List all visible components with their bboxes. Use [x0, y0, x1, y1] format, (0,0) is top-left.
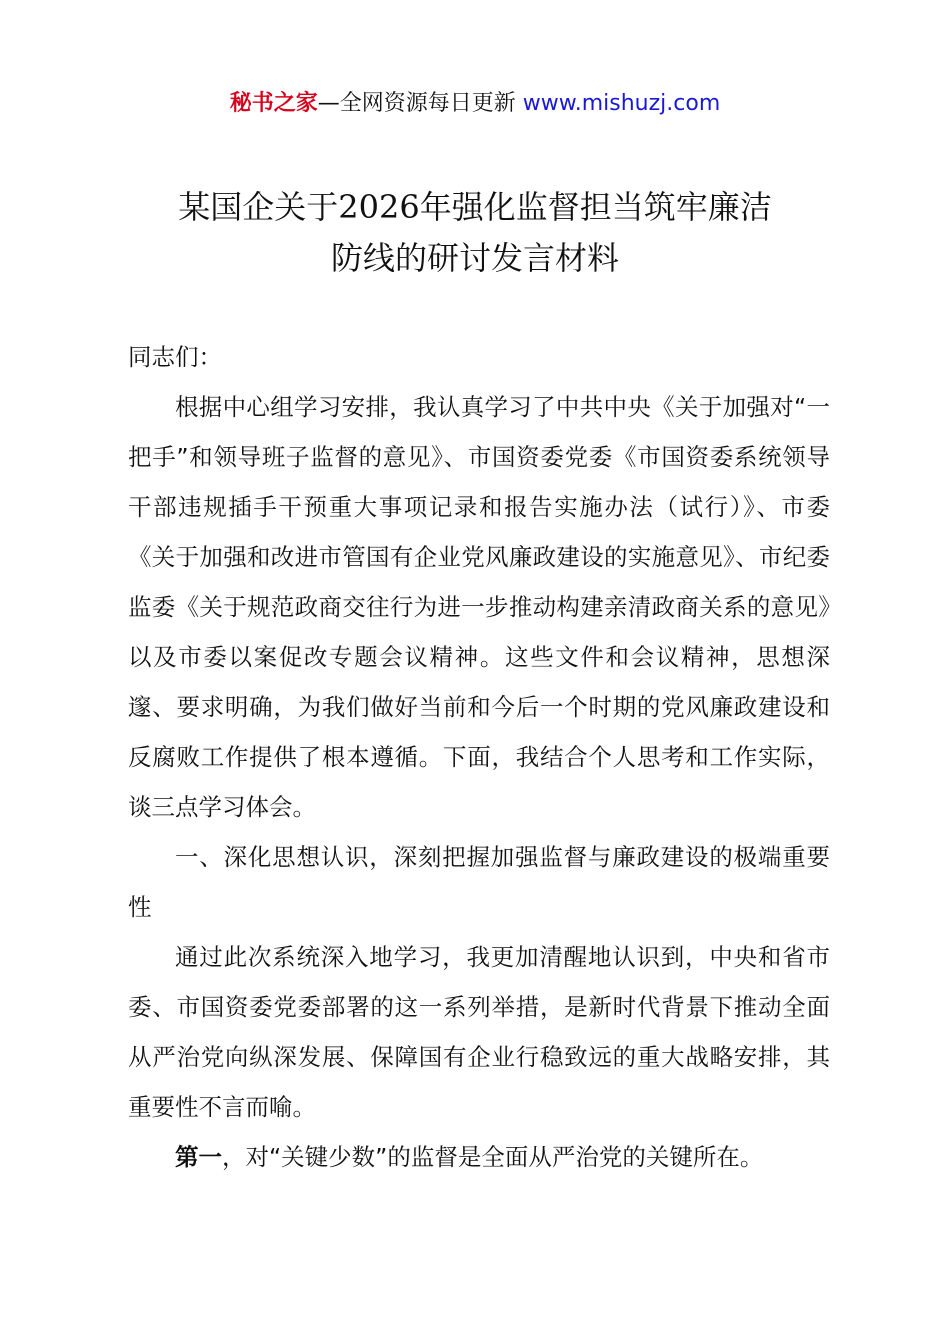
paragraph-section1: 通过此次系统深入地学习，我更加清醒地认识到，中央和省市委、市国资委党委部署的这一系列举措，是新时代背景下推动全面从严治党向纵深发展、保障国有企业行稳致远的重大战略安排，其重要性不言而喻。 — [128, 943, 830, 1121]
section-heading-1: 一、深化思想认识，深刻把握加强监督与廉政建设的极端重要性 — [128, 843, 830, 921]
point-1 — [128, 1132, 830, 1182]
salutation: 同志们： — [128, 343, 222, 371]
title-line-1: 某国企关于2026年强化监督担当筑牢廉洁 — [178, 188, 772, 226]
paragraph-intro: 根据中心组学习安排，我认真学习了中共中央《关于加强对“一把手”和领导班子监督的意见》、市国资委党委《市国资委系统领导干部违规插手干预重大事项记录和报告实施办法（试行）》、市委《关于加强和改进市管国有企业党风廉政建设的实施意见》、市纪委监委《关于规范政商交往行为进一步推动构建亲清政商关系的意见》以及市委以案促改专题会议精神。这些文件和会议精神，思想深邃、要求明确，为我们做好当前和今后一个时期的党风廉政建设和反腐败工作提供了根本遵循。下面，我结合个人思考和工作实际，谈三点学习体会。 — [128, 393, 830, 821]
document-title — [0, 182, 950, 284]
site-header — [0, 88, 950, 120]
title-line-2: 防线的研讨发言材料 — [330, 239, 619, 277]
brand-name: 秘书之家 — [229, 91, 318, 116]
point-1-text: ，对“关键少数”的监督是全面从严治党的关键所在。 — [222, 1143, 764, 1171]
document-body — [128, 332, 830, 1182]
header-tagline: —全网资源每日更新 — [317, 91, 523, 116]
point-1-lead: 第一 — [175, 1143, 222, 1171]
site-url-link[interactable]: www.mishuzj.com — [522, 91, 721, 116]
